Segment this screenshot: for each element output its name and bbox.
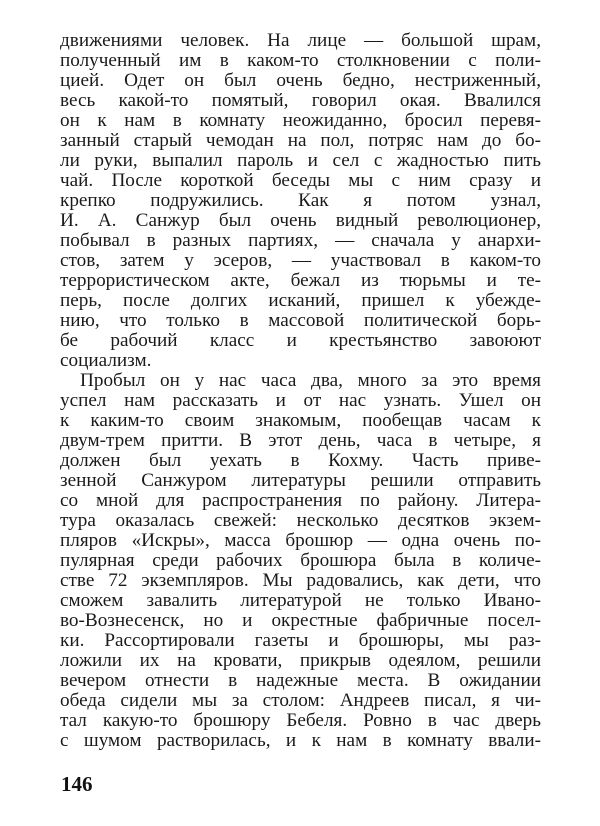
- text-line: двум-трем притти. В этот день, часа в четыре, я: [60, 430, 541, 451]
- text-line: обеда сидели мы за столом: Андреев писал, я чи-: [60, 690, 541, 711]
- text-line: тал какую-то брошюру Бебеля. Ровно в час дверь: [60, 710, 541, 731]
- text-line: ли руки, выпалил пароль и сел с жадностью пить: [60, 150, 541, 171]
- text-line: движениями человек. На лице — большой шрам,: [60, 30, 541, 51]
- text-line: занный старый чемодан на пол, потряс нам до бо-: [60, 130, 541, 151]
- text-line: чай. После короткой беседы мы с ним сразу и: [60, 170, 541, 191]
- text-line: он к нам в комнату неожиданно, бросил перевя-: [60, 110, 541, 131]
- text-line: сможем завалить литературой не только Ивано-: [60, 590, 541, 611]
- text-line: ложили их на кровати, прикрыв одеялом, решили: [60, 650, 541, 671]
- text-line: бе рабочий класс и крестьянство завоюют: [60, 330, 541, 351]
- text-line: полученный им в каком-то столкновении с поли-: [60, 50, 541, 71]
- text-line: весь какой-то помятый, говорил окая. Ввалился: [60, 90, 541, 111]
- text-line: нию, что только в массовой политической борь-: [60, 310, 541, 331]
- text-line: должен был уехать в Кохму. Часть приве-: [60, 450, 541, 471]
- text-line: успел нам рассказать и от нас узнать. Ушел он: [60, 390, 541, 411]
- text-line: вечером отнести в надежные места. В ожидании: [60, 670, 541, 691]
- text-line: пляров «Искры», масса брошюр — одна очень по-: [60, 530, 541, 551]
- page-body: [60, 31, 541, 751]
- text-line: крепко подружились. Как я потом узнал,: [60, 190, 541, 211]
- text-line: стве 72 экземпляров. Мы радовались, как дети, что: [60, 570, 541, 591]
- text-line: Пробыл он у нас часа два, много за это время: [80, 370, 541, 391]
- text-line: со мной для распространения по району. Литера-: [60, 490, 541, 511]
- text-line: побывал в разных партиях, — сначала у анархи-: [60, 230, 541, 251]
- text-line: социализм.: [60, 350, 152, 371]
- text-line: к каким-то своим знакомым, пообещав часам к: [60, 410, 541, 431]
- page-number: 146: [61, 772, 93, 796]
- text-line: с шумом растворилась, и к нам в комнату ввали-: [60, 730, 541, 751]
- text-line: стов, затем у эсеров, — участвовал в каком-то: [60, 250, 541, 271]
- text-line: во-Вознесенск, но и окрестные фабричные посел-: [60, 610, 541, 631]
- text-line: И. А. Санжур был очень видный революционер,: [60, 210, 541, 231]
- text-line: тура оказалась свежей: несколько десятков экзем-: [60, 510, 541, 531]
- paragraph: [60, 371, 541, 751]
- text-line: цией. Одет он был очень бедно, нестриженный,: [60, 70, 541, 91]
- paragraph: [60, 31, 541, 371]
- text-line: террористическом акте, бежал из тюрьмы и те-: [60, 270, 541, 291]
- text-line: пулярная среди рабочих брошюра была в количе-: [60, 550, 541, 571]
- text-line: перь, после долгих исканий, пришел к убежде-: [60, 290, 541, 311]
- text-line: зенной Санжуром литературы решили отправить: [60, 470, 541, 491]
- text-line: ки. Рассортировали газеты и брошюры, мы раз-: [60, 630, 541, 651]
